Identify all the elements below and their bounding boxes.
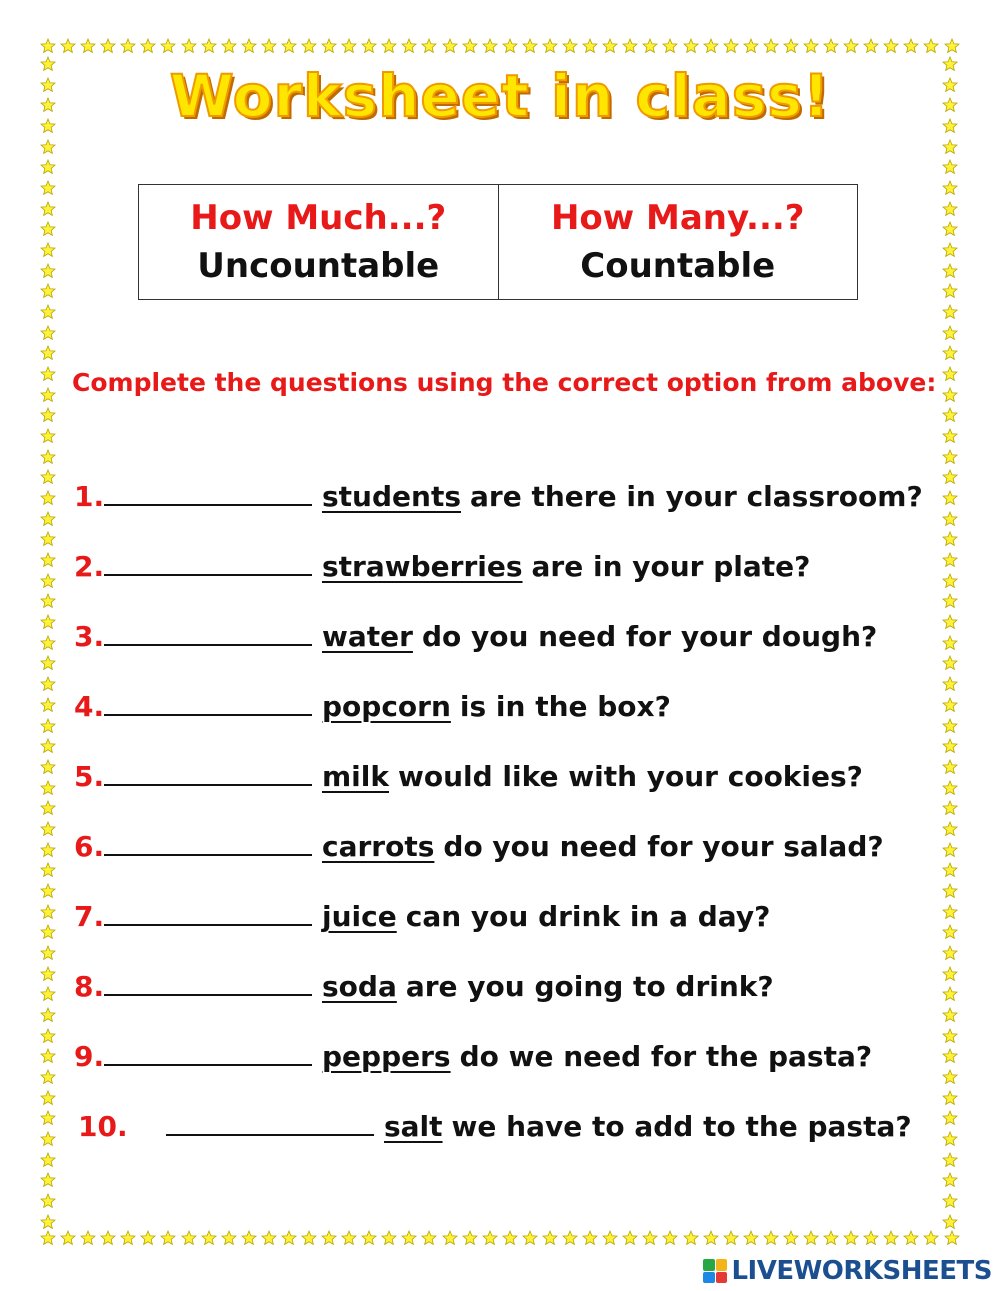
reference-table (138, 184, 858, 300)
star-icon (80, 1230, 96, 1246)
star-icon (40, 242, 56, 258)
star-icon (942, 821, 958, 837)
star-icon (602, 38, 618, 54)
star-icon (502, 1230, 518, 1246)
question-item (74, 620, 877, 664)
star-icon (482, 1230, 498, 1246)
star-icon (942, 800, 958, 816)
star-icon (942, 1110, 958, 1126)
star-icon (942, 180, 958, 196)
star-icon (40, 428, 56, 444)
answer-blank[interactable] (104, 1042, 312, 1066)
star-icon (40, 718, 56, 734)
star-icon (40, 842, 56, 858)
star-icon (562, 38, 578, 54)
star-icon (40, 263, 56, 279)
star-icon (40, 966, 56, 982)
star-icon (923, 1230, 939, 1246)
reference-type: Uncountable (197, 246, 440, 286)
star-icon (703, 1230, 719, 1246)
star-icon (942, 842, 958, 858)
star-icon (942, 1069, 958, 1085)
star-icon (942, 1131, 958, 1147)
star-icon (942, 325, 958, 341)
star-icon (40, 139, 56, 155)
star-icon (40, 1090, 56, 1106)
star-icon (40, 635, 56, 651)
star-icon (100, 38, 116, 54)
star-icon (40, 759, 56, 775)
star-icon (381, 1230, 397, 1246)
star-icon (40, 1152, 56, 1168)
question-item (74, 1040, 872, 1084)
star-icon (40, 780, 56, 796)
star-icon (942, 945, 958, 961)
star-icon (40, 1230, 56, 1246)
star-icon (261, 1230, 277, 1246)
star-icon (40, 1110, 56, 1126)
question-text: we have to add to the pasta? (451, 1110, 912, 1143)
star-icon (622, 1230, 638, 1246)
star-icon (181, 1230, 197, 1246)
star-icon (942, 449, 958, 465)
star-icon (942, 676, 958, 692)
star-icon (401, 38, 417, 54)
star-icon (421, 38, 437, 54)
star-icon (140, 1230, 156, 1246)
star-icon (462, 38, 478, 54)
star-icon (942, 780, 958, 796)
answer-blank[interactable] (104, 482, 312, 506)
star-icon (40, 469, 56, 485)
question-noun: salt (384, 1110, 443, 1143)
star-icon (823, 1230, 839, 1246)
star-icon (942, 1214, 958, 1230)
star-icon (40, 201, 56, 217)
star-icon (823, 38, 839, 54)
star-icon (522, 1230, 538, 1246)
star-icon (863, 38, 879, 54)
star-icon (160, 1230, 176, 1246)
star-icon (723, 38, 739, 54)
star-icon (40, 325, 56, 341)
question-number: 3. (74, 620, 105, 653)
star-icon (40, 1172, 56, 1188)
star-icon (40, 614, 56, 630)
answer-blank[interactable] (104, 622, 312, 646)
star-icon (942, 1028, 958, 1044)
star-icon (602, 1230, 618, 1246)
star-icon (40, 159, 56, 175)
star-icon (763, 38, 779, 54)
star-icon (40, 38, 56, 54)
star-icon (743, 1230, 759, 1246)
star-icon (783, 1230, 799, 1246)
reference-cell-uncountable (139, 185, 499, 300)
question-noun: strawberries (322, 550, 523, 583)
question-text: are there in your classroom? (470, 480, 923, 513)
star-icon (40, 862, 56, 878)
star-icon (562, 1230, 578, 1246)
star-icon (683, 38, 699, 54)
star-icon (301, 38, 317, 54)
star-icon (361, 38, 377, 54)
question-noun: students (322, 480, 462, 513)
star-icon (942, 614, 958, 630)
question-number: 4. (74, 690, 105, 723)
star-icon (40, 1028, 56, 1044)
question-noun: water (322, 620, 413, 653)
question-number: 5. (74, 760, 105, 793)
star-icon (942, 345, 958, 361)
star-icon (803, 38, 819, 54)
star-icon (942, 490, 958, 506)
instruction-text: Complete the questions using the correct option from above: (72, 368, 937, 397)
star-icon (903, 1230, 919, 1246)
question-item (74, 760, 863, 804)
star-icon (942, 283, 958, 299)
star-icon (942, 1007, 958, 1023)
star-icon (942, 655, 958, 671)
star-icon (942, 635, 958, 651)
star-icon (942, 573, 958, 589)
star-icon (40, 821, 56, 837)
question-text: are you going to drink? (405, 970, 774, 1003)
star-icon (944, 38, 960, 54)
star-icon (40, 283, 56, 299)
star-icon (40, 883, 56, 899)
question-noun: carrots (322, 830, 435, 863)
question-number: 6. (74, 830, 105, 863)
star-icon (462, 1230, 478, 1246)
question-number: 1. (74, 480, 105, 513)
question-item (74, 550, 810, 594)
star-icon (40, 945, 56, 961)
star-icon (942, 1090, 958, 1106)
question-number: 8. (74, 970, 105, 1003)
star-icon (763, 1230, 779, 1246)
star-icon (140, 38, 156, 54)
star-icon (522, 38, 538, 54)
star-icon (40, 304, 56, 320)
question-text: is in the box? (459, 690, 671, 723)
star-icon (40, 531, 56, 547)
star-icon (40, 366, 56, 382)
star-icon (942, 966, 958, 982)
star-icon (301, 1230, 317, 1246)
star-icon (942, 304, 958, 320)
star-icon (843, 38, 859, 54)
star-icon (361, 1230, 377, 1246)
star-icon (241, 1230, 257, 1246)
star-icon (942, 862, 958, 878)
question-text: do we need for the pasta? (459, 1040, 873, 1073)
star-icon (40, 924, 56, 940)
star-icon (60, 38, 76, 54)
star-icon (942, 1048, 958, 1064)
star-icon (80, 38, 96, 54)
star-icon (942, 552, 958, 568)
star-icon (40, 697, 56, 713)
star-icon (221, 38, 237, 54)
star-icon (582, 38, 598, 54)
star-icon (883, 1230, 899, 1246)
star-icon (40, 800, 56, 816)
star-icon (942, 1172, 958, 1188)
question-text: can you drink in a day? (405, 900, 771, 933)
question-item (74, 900, 770, 944)
star-icon (60, 1230, 76, 1246)
star-icon (743, 38, 759, 54)
star-icon (703, 38, 719, 54)
star-icon (662, 1230, 678, 1246)
star-icon (642, 38, 658, 54)
star-icon (942, 531, 958, 547)
star-icon (442, 1230, 458, 1246)
star-icon (642, 1230, 658, 1246)
answer-blank[interactable] (104, 762, 312, 786)
star-icon (120, 1230, 136, 1246)
star-icon (942, 139, 958, 155)
star-icon (942, 759, 958, 775)
liveworksheets-logo[interactable] (703, 1256, 992, 1286)
question-item (74, 690, 671, 734)
star-icon (341, 38, 357, 54)
star-icon (942, 738, 958, 754)
question-noun: popcorn (322, 690, 451, 723)
star-icon (40, 511, 56, 527)
star-icon (40, 1193, 56, 1209)
star-icon (942, 221, 958, 237)
star-icon (40, 1069, 56, 1085)
star-icon (942, 697, 958, 713)
question-item (74, 480, 923, 524)
star-icon (40, 904, 56, 920)
star-icon (321, 1230, 337, 1246)
question-number: 2. (74, 550, 105, 583)
star-icon (40, 1048, 56, 1064)
star-icon (863, 1230, 879, 1246)
star-icon (40, 345, 56, 361)
star-icon (160, 38, 176, 54)
star-icon (683, 1230, 699, 1246)
question-noun: milk (322, 760, 389, 793)
question-item (74, 1110, 912, 1154)
star-icon (40, 221, 56, 237)
star-icon (843, 1230, 859, 1246)
question-number: 7. (74, 900, 105, 933)
question-text: do you need for your dough? (421, 620, 878, 653)
star-icon (40, 387, 56, 403)
star-icon (40, 655, 56, 671)
star-icon (221, 1230, 237, 1246)
star-icon (942, 469, 958, 485)
star-icon (903, 38, 919, 54)
star-icon (942, 883, 958, 899)
reference-type: Countable (580, 246, 776, 286)
reference-question: How Many...? (550, 198, 805, 238)
star-icon (40, 449, 56, 465)
star-icon (401, 1230, 417, 1246)
question-number: 9. (74, 1040, 105, 1073)
star-icon (942, 159, 958, 175)
worksheet-title: Worksheet in class! (169, 62, 831, 130)
answer-blank[interactable] (104, 972, 312, 996)
star-icon (261, 38, 277, 54)
question-text: are in your plate? (531, 550, 811, 583)
reference-cell-countable (498, 185, 858, 300)
star-icon (942, 1152, 958, 1168)
star-border-bottom (40, 1230, 960, 1248)
star-icon (542, 38, 558, 54)
question-item (74, 830, 884, 874)
question-noun: soda (322, 970, 397, 1003)
star-icon (40, 1214, 56, 1230)
question-noun: juice (322, 900, 397, 933)
star-icon (942, 242, 958, 258)
star-icon (942, 407, 958, 423)
liveworksheets-icon (703, 1259, 727, 1283)
reference-question: How Much...? (190, 198, 447, 238)
star-icon (923, 38, 939, 54)
star-icon (942, 387, 958, 403)
star-icon (942, 201, 958, 217)
star-icon (40, 407, 56, 423)
answer-blank[interactable] (104, 832, 312, 856)
star-icon (40, 490, 56, 506)
star-icon (883, 38, 899, 54)
star-icon (942, 593, 958, 609)
star-icon (40, 573, 56, 589)
star-icon (944, 1230, 960, 1246)
star-icon (181, 38, 197, 54)
star-icon (482, 38, 498, 54)
star-icon (281, 1230, 297, 1246)
question-number: 10. (78, 1110, 128, 1143)
star-icon (40, 593, 56, 609)
answer-blank[interactable] (166, 1112, 374, 1136)
star-icon (40, 552, 56, 568)
star-icon (241, 38, 257, 54)
star-border-left (40, 56, 58, 1230)
star-icon (723, 1230, 739, 1246)
star-icon (942, 511, 958, 527)
star-icon (942, 366, 958, 382)
star-icon (662, 38, 678, 54)
star-icon (40, 676, 56, 692)
star-icon (341, 1230, 357, 1246)
star-border-top (40, 38, 960, 56)
star-icon (442, 38, 458, 54)
star-icon (942, 718, 958, 734)
question-text: would like with your cookies? (398, 760, 863, 793)
star-icon (542, 1230, 558, 1246)
star-icon (942, 428, 958, 444)
star-icon (942, 904, 958, 920)
star-icon (40, 986, 56, 1002)
star-icon (120, 38, 136, 54)
answer-blank[interactable] (104, 692, 312, 716)
star-icon (40, 1131, 56, 1147)
star-icon (502, 38, 518, 54)
question-item (74, 970, 774, 1014)
star-icon (201, 1230, 217, 1246)
star-icon (381, 38, 397, 54)
star-icon (40, 180, 56, 196)
question-text: do you need for your salad? (443, 830, 884, 863)
answer-blank[interactable] (104, 552, 312, 576)
star-icon (803, 1230, 819, 1246)
star-icon (942, 263, 958, 279)
star-icon (100, 1230, 116, 1246)
question-noun: peppers (322, 1040, 451, 1073)
star-icon (281, 38, 297, 54)
star-icon (783, 38, 799, 54)
star-icon (582, 1230, 598, 1246)
star-icon (942, 986, 958, 1002)
star-icon (40, 1007, 56, 1023)
brand-name: LIVEWORKSHEETS (731, 1256, 992, 1286)
star-icon (942, 924, 958, 940)
star-icon (942, 1193, 958, 1209)
star-icon (321, 38, 337, 54)
answer-blank[interactable] (104, 902, 312, 926)
star-icon (201, 38, 217, 54)
star-icon (421, 1230, 437, 1246)
star-icon (40, 738, 56, 754)
star-icon (622, 38, 638, 54)
star-border-right (942, 56, 960, 1230)
